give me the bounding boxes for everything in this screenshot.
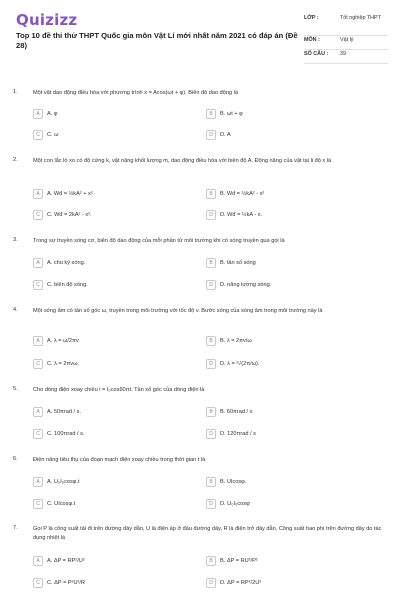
option-letter-box: C — [33, 359, 43, 369]
option-text: B. UIcosφ. — [220, 479, 247, 485]
option-c[interactable] — [33, 357, 79, 371]
option-letter-box: A — [33, 258, 43, 268]
question-number: 7. — [13, 525, 18, 531]
option-letter-box: D — [206, 499, 216, 509]
question-text: Cho dòng điện xoay chiều i = I₀cos60πt. Tần số góc của dòng điện là — [33, 387, 205, 393]
question-text: Gọi P là công suất tải đi trên đường dây dẫn, U là điện áp ở đầu đường dây, R là điện trở dây dẫn. Công suất hao phí trên đường dây do tác dụng nhiệt là — [33, 526, 382, 541]
option-c[interactable] — [33, 427, 84, 441]
option-b[interactable] — [206, 187, 264, 201]
option-b[interactable] — [206, 107, 243, 121]
option-d[interactable] — [206, 128, 231, 142]
option-d[interactable] — [206, 427, 256, 441]
option-letter-box: B — [206, 189, 216, 199]
option-a[interactable] — [33, 334, 79, 348]
meta-row-mon — [304, 36, 388, 50]
option-text: A. chu kỳ sóng. — [47, 260, 86, 266]
meta-row-socau — [304, 50, 388, 64]
option-letter-box: D — [206, 429, 216, 439]
question-number: 1. — [13, 89, 18, 95]
socau-label: SỐ CÂU : — [304, 51, 329, 57]
option-text: A. U₀I₀cosφ.t — [47, 479, 80, 485]
option-text: B. tần số sóng — [220, 260, 256, 266]
lop-label: LỚP : — [304, 15, 319, 21]
option-letter-box: C — [33, 578, 43, 588]
mon-value: Vật lý — [340, 37, 354, 43]
option-letter-box: C — [33, 280, 43, 290]
option-letter-box: A — [33, 556, 43, 566]
option-letter-box: D — [206, 359, 216, 369]
option-letter-box: A — [33, 336, 43, 346]
option-text: C. Wđ = 2kA² - x². — [47, 212, 92, 218]
question-text: Điện năng tiêu thụ của đoạn mạch điện xoay chiều trong thời gian t là — [33, 457, 206, 463]
lop-value: Tốt nghiệp THPT — [340, 15, 381, 21]
option-letter-box: A — [33, 109, 43, 119]
option-c[interactable] — [33, 128, 59, 142]
option-text: A. λ = ω/2πv — [47, 338, 79, 344]
option-text: B. λ = 2πv/ω — [220, 338, 252, 344]
question-text: Trong sự truyền sóng cơ, biên độ dao động của mỗi phần tử môi trường khi có sóng truyền qua gọi là — [33, 238, 285, 244]
page-header — [0, 0, 400, 72]
option-letter-box: C — [33, 210, 43, 220]
option-text: C. λ = 2πvω. — [47, 361, 80, 367]
option-c[interactable] — [33, 278, 88, 292]
question-text: Một sóng âm có tần số góc ω, truyền trong môi trường với tốc độ v. Bước sóng của sóng âm trong môi trường này là — [33, 308, 323, 314]
option-a[interactable] — [33, 256, 85, 270]
option-d[interactable] — [206, 497, 250, 511]
option-text: A. φ — [47, 111, 58, 117]
option-a[interactable] — [33, 107, 57, 121]
option-a[interactable] — [33, 554, 85, 568]
option-c[interactable] — [33, 576, 85, 590]
quizizz-logo: Quizizz — [16, 11, 78, 29]
option-text: D. năng lượng sóng. — [220, 282, 272, 288]
option-c[interactable] — [33, 497, 75, 511]
socau-value: 39 — [340, 51, 346, 57]
option-letter-box: C — [33, 130, 43, 140]
option-d[interactable] — [206, 208, 262, 222]
question-number: 6. — [13, 456, 18, 462]
option-a[interactable] — [33, 475, 80, 489]
option-text: D. Wđ = ½kA - x. — [220, 212, 263, 218]
option-text: A. ΔP = RP²/U² — [47, 558, 85, 564]
option-d[interactable] — [206, 576, 261, 590]
option-b[interactable] — [206, 334, 252, 348]
option-letter-box: D — [206, 578, 216, 588]
option-letter-box: B — [206, 477, 216, 487]
option-text: B. 60πrad / s — [220, 409, 253, 415]
option-a[interactable] — [33, 187, 93, 201]
option-a[interactable] — [33, 405, 81, 419]
option-c[interactable] — [33, 208, 92, 222]
option-letter-box: B — [206, 556, 216, 566]
option-letter-box: B — [206, 258, 216, 268]
option-text: D. A — [220, 132, 231, 138]
option-text: D. U₀I₀cosφ — [220, 501, 250, 507]
question-text: Một vật dao động điều hòa với phương trình x = Acos(ωt + φ). Biên độ dao động là — [33, 90, 239, 96]
option-letter-box: C — [33, 499, 43, 509]
option-text: D. 120πrad / s — [220, 431, 256, 437]
option-b[interactable] — [206, 256, 256, 270]
option-letter-box: A — [33, 407, 43, 417]
option-text: D. ΔP = RP²/2U² — [220, 580, 262, 586]
question-number: 2. — [13, 157, 18, 163]
option-b[interactable] — [206, 554, 258, 568]
option-letter-box: D — [206, 130, 216, 140]
option-b[interactable] — [206, 405, 252, 419]
option-d[interactable] — [206, 357, 259, 371]
option-letter-box: A — [33, 477, 43, 487]
option-text: C. ω — [47, 132, 59, 138]
option-d[interactable] — [206, 278, 271, 292]
option-text: C. biên độ sóng. — [47, 282, 88, 288]
option-text: A. Wđ = ½kA² + x² — [47, 191, 93, 197]
option-text: C. ΔP = P²U²/R — [47, 580, 85, 586]
option-text: D. λ = ²√(2π/ω). — [220, 361, 260, 367]
option-letter-box: B — [206, 407, 216, 417]
option-letter-box: D — [206, 280, 216, 290]
document-title: Top 10 đề thi thử THPT Quốc gia môn Vật Lí mới nhất năm 2021 có đáp án (Đề 28) — [16, 31, 298, 50]
option-letter-box: C — [33, 429, 43, 439]
meta-row-lop — [304, 14, 388, 36]
option-letter-box: B — [206, 336, 216, 346]
question-number: 3. — [13, 237, 18, 243]
option-text: C. UIcosφ.t — [47, 501, 76, 507]
option-b[interactable] — [206, 475, 246, 489]
mon-label: MÔN : — [304, 37, 320, 43]
option-text: B. Wđ = ½kA² - x² — [220, 191, 265, 197]
question-text: Một con lắc lò xo có độ cứng k, vật nặng khối lượng m, dao động điều hòa với biên độ A. Động năng của vật tại li độ x là — [33, 158, 332, 164]
meta-table — [304, 14, 388, 64]
option-text: B. ΔP = RU²/P² — [220, 558, 258, 564]
option-text: A. 50πrad / s. — [47, 409, 82, 415]
option-letter-box: D — [206, 210, 216, 220]
option-text: B. ωt + φ — [220, 111, 243, 117]
question-number: 5. — [13, 386, 18, 392]
option-text: C. 100πrad / s. — [47, 431, 85, 437]
option-letter-box: B — [206, 109, 216, 119]
question-number: 4. — [13, 307, 18, 313]
option-letter-box: A — [33, 189, 43, 199]
